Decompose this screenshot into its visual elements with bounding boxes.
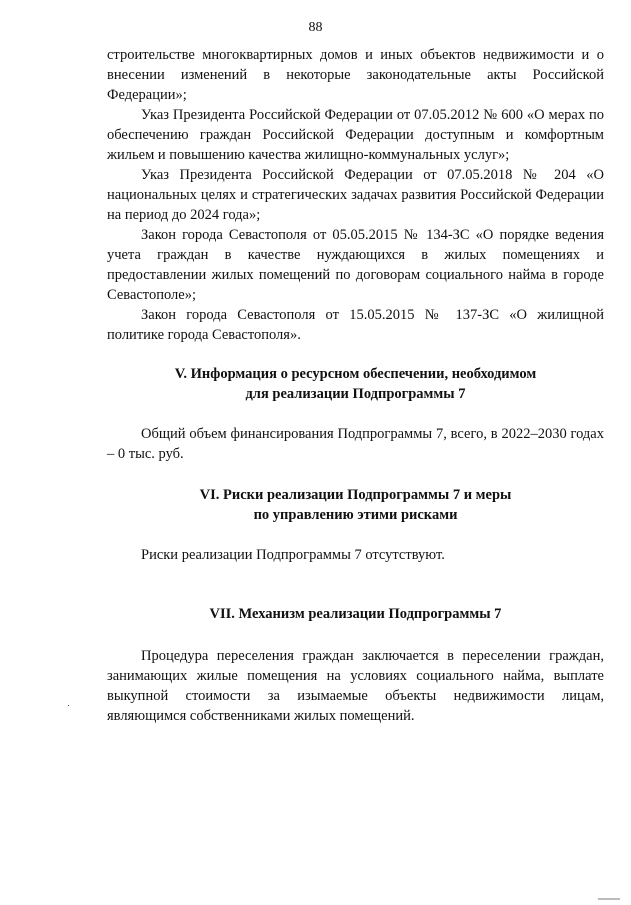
paragraph-decree-204: Указ Президента Российской Федерации от 07.05.2018 № 204 «О национальных целях и стратегических задачах развития Российской Федерации на период до 2024 года»;: [107, 167, 604, 223]
section-6-heading-line-1: VI. Риски реализации Подпрограммы 7 и меры: [199, 487, 512, 503]
section-5-heading-line-1: V. Информация о ресурсном обеспечении, необходимом: [174, 366, 537, 382]
paragraph-law-continuation: строительстве многоквартирных домов и иных объектов недвижимости и о внесении изменений в некоторые законодательные акты Российской Федерации»;: [107, 47, 604, 103]
page-number: 88: [308, 20, 323, 35]
scan-mark: [598, 898, 620, 900]
section-7-text: Процедура переселения граждан заключается в переселении граждан, занимающих жилые помещения на условиях социального найма, выплате выкупной стоимости за изымаемые объекты недвижимости лицам, являющимся собственниками жилых помещений.: [107, 648, 604, 724]
paragraph-law-137: Закон города Севастополя от 15.05.2015 № 137-ЗС «О жилищной политике города Севастополя».: [107, 307, 604, 343]
scan-dot: [68, 705, 69, 706]
section-6-heading-line-2: по управлению этими рисками: [253, 507, 458, 523]
section-7-heading: VII. Механизм реализации Подпрограммы 7: [209, 606, 502, 622]
section-5-heading: [107, 364, 604, 404]
paragraph-decree-600: Указ Президента Российской Федерации от 07.05.2012 № 600 «О мерах по обеспечению граждан Российской Федерации доступным и комфортным жильем и повышению качества жилищно-коммунальных услуг»;: [107, 107, 604, 163]
section-6-heading: [107, 485, 604, 525]
paragraph-law-134: Закон города Севастополя от 05.05.2015 № 134-ЗС «О порядке ведения учета граждан в качестве нуждающихся в жилых помещениях и предоставлении жилых помещений по договорам социального найма в городе Севастополе»;: [107, 227, 604, 303]
section-5-text: Общий объем финансирования Подпрограммы 7, всего, в 2022–2030 годах – 0 тыс. руб.: [107, 426, 604, 462]
document-body: [107, 45, 604, 726]
section-6-text: Риски реализации Подпрограммы 7 отсутствуют.: [141, 547, 445, 563]
section-5-heading-line-2: для реализации Подпрограммы 7: [245, 386, 466, 402]
